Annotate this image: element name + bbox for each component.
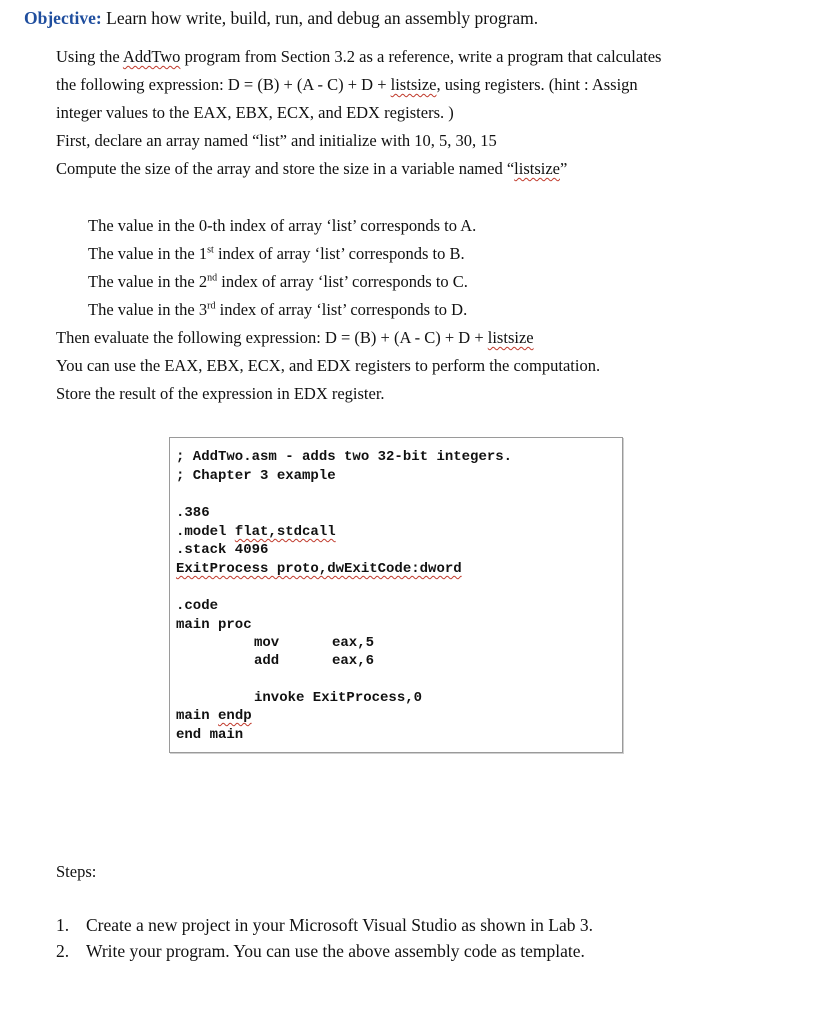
listsize-term: listsize	[514, 159, 560, 178]
evaluate-line-1	[56, 324, 534, 352]
step-number: 2.	[56, 941, 70, 961]
code-token: flat,stdcall	[234, 524, 336, 540]
step-text: Write your program. You can use the above assembly code as template.	[86, 941, 585, 961]
intro-text: Using the	[56, 47, 123, 66]
code-token: main	[176, 708, 219, 724]
mapping-text: The value in the 3	[88, 300, 208, 319]
code-operand: eax,6	[332, 653, 375, 669]
code-line: .code	[176, 598, 219, 614]
ordinal-suffix: rd	[207, 300, 216, 312]
ordinal-suffix: st	[207, 244, 214, 256]
evaluate-line-2: You can use the EAX, EBX, ECX, and EDX registers to perform the computation.	[56, 356, 601, 375]
code-line	[176, 707, 252, 726]
code-token: endp	[218, 708, 252, 724]
code-operand: eax,5	[332, 635, 375, 651]
mapping-line-d	[88, 296, 467, 324]
intro-line-1	[56, 43, 661, 71]
step-number: 1.	[56, 915, 70, 935]
intro-line-5	[56, 155, 567, 183]
intro-line-3: integer values to the EAX, EBX, ECX, and EDX registers. )	[56, 103, 454, 122]
mapping-line-a: The value in the 0-th index of array ‘list’ corresponds to A.	[88, 216, 477, 235]
mapping-text: index of array ‘list’ corresponds to B.	[213, 244, 465, 263]
ordinal-suffix: nd	[207, 272, 218, 284]
mapping-text: index of array ‘list’ corresponds to C.	[217, 272, 468, 291]
code-line: ExitProcess proto,dwExitCode:dword	[176, 561, 462, 577]
intro-text: program from Section 3.2 as a reference, write a program that calculates	[180, 47, 662, 66]
objective-label: Objective:	[24, 8, 102, 28]
objective-heading	[24, 8, 538, 29]
listsize-term: listsize	[390, 75, 437, 94]
code-comment-2: ; Chapter 3 example	[176, 468, 336, 484]
evaluate-line-3: Store the result of the expression in EDX register.	[56, 384, 385, 403]
code-box	[169, 437, 623, 753]
intro-text: the following expression: D = (B) + (A - C) + D +	[56, 75, 391, 94]
code-line: .386	[176, 505, 210, 521]
steps-label: Steps:	[56, 862, 97, 881]
code-line	[176, 523, 336, 542]
listsize-term: listsize	[487, 328, 534, 347]
evaluate-text: Then evaluate the following expression: D = (B) + (A - C) + D +	[56, 328, 488, 347]
intro-line-2	[56, 71, 638, 99]
code-line: .stack 4096	[176, 542, 269, 558]
intro-line-4: First, declare an array named “list” and initialize with 10, 5, 30, 15	[56, 131, 497, 150]
addtwo-term: AddTwo	[122, 47, 181, 66]
step-item	[56, 912, 593, 938]
intro-text: ”	[559, 159, 568, 178]
mapping-text: The value in the 2	[88, 272, 208, 291]
mapping-line-b	[88, 240, 465, 268]
code-token: .model	[176, 524, 235, 540]
intro-text: , using registers. (hint : Assign	[436, 75, 638, 94]
code-line: invoke ExitProcess,0	[254, 690, 423, 706]
code-line: main proc	[176, 617, 252, 633]
mapping-line-c	[88, 268, 468, 296]
mapping-text: The value in the 1	[88, 244, 208, 263]
code-opcode: add	[254, 653, 280, 669]
mapping-text: index of array ‘list’ corresponds to D.	[215, 300, 468, 319]
step-item	[56, 938, 585, 964]
objective-text: Learn how write, build, run, and debug an assembly program.	[101, 8, 539, 28]
intro-text: Compute the size of the array and store the size in a variable named “	[56, 159, 515, 178]
code-line: end main	[176, 727, 244, 743]
code-opcode: mov	[254, 635, 280, 651]
code-comment-1: ; AddTwo.asm - adds two 32-bit integers.	[176, 449, 513, 465]
step-text: Create a new project in your Microsoft Visual Studio as shown in Lab 3.	[86, 915, 594, 935]
